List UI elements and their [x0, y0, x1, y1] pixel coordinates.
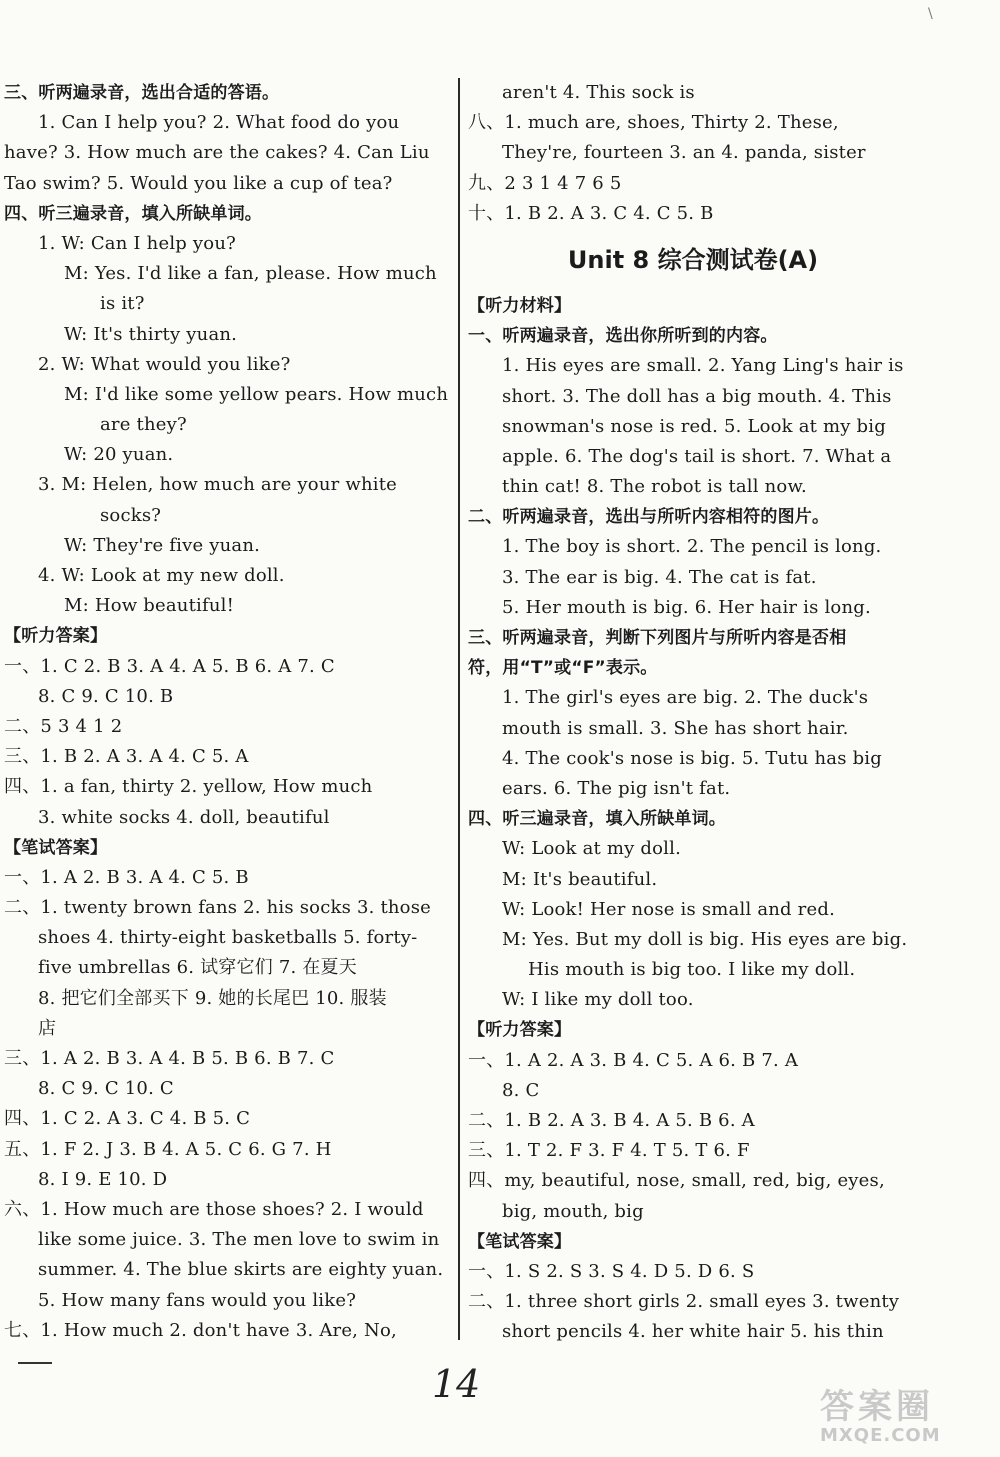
text-line: 1. The boy is short. 2. The pencil is long. [502, 536, 882, 558]
text-line: His mouth is big too. I like my doll. [528, 959, 856, 981]
text-line: thin cat! 8. The robot is tall now. [502, 476, 807, 498]
text-line: snowman's nose is red. 5. Look at my big [502, 415, 886, 437]
section-heading: 【笔试答案】 [4, 837, 108, 858]
text-line: ears. 6. The pig isn't fat. [502, 777, 731, 799]
column-divider [458, 78, 460, 1340]
text-line: 四、my, beautiful, nose, small, red, big, eyes, [468, 1170, 885, 1192]
text-line: big, mouth, big [502, 1200, 644, 1222]
text-line: W: I like my doll too. [502, 989, 694, 1011]
text-line: W: It's thirty yuan. [64, 323, 238, 345]
text-line: aren't 4. This sock is [502, 82, 695, 103]
text-line: short pencils 4. her white hair 5. his thin [502, 1321, 884, 1343]
text-line: Tao swim? 5. Would you like a cup of tea? [4, 172, 393, 194]
text-line: 8. C 9. C 10. B [38, 685, 174, 707]
text-line: shoes 4. thirty-eight basketballs 5. forty- [38, 927, 418, 949]
text-line: 店 [38, 1017, 57, 1039]
text-line: M: I'd like some yellow pears. How much [64, 383, 449, 405]
text-line: 一、1. S 2. S 3. S 4. D 5. D 6. S [468, 1260, 755, 1282]
text-line: 2. W: What would you like? [38, 353, 291, 375]
text-line: 三、1. B 2. A 3. A 4. C 5. A [4, 746, 249, 768]
text-line: 8. I 9. E 10. D [38, 1168, 168, 1190]
text-line: 1. His eyes are small. 2. Yang Ling's hair is [502, 355, 904, 377]
text-line: 1. W: Can I help you? [38, 232, 236, 254]
text-line: 一、1. C 2. B 3. A 4. A 5. B 6. A 7. C [4, 655, 335, 677]
text-line: are they? [100, 414, 187, 436]
text-line: summer. 4. The blue skirts are eighty yuan. [38, 1259, 444, 1281]
footer-dash [18, 1362, 52, 1364]
text-line: 8. C 9. C 10. C [38, 1078, 174, 1100]
text-line: They're, fourteen 3. an 4. panda, sister [502, 142, 866, 164]
text-line: M: It's beautiful. [502, 868, 658, 890]
section-heading: 【听力材料】 [468, 295, 572, 316]
text-line: 8. C [502, 1079, 540, 1101]
text-line: 3. The ear is big. 4. The cat is fat. [502, 566, 817, 588]
text-line: 三、1. A 2. B 3. A 4. B 5. B 6. B 7. C [4, 1048, 335, 1069]
section-heading: 三、听两遍录音，判断下列图片与所听内容是否相 [468, 628, 847, 648]
left-column [4, 78, 450, 1346]
text-line: 4. The cook's nose is big. 5. Tutu has big [502, 747, 882, 769]
text-line: 十、1. B 2. A 3. C 4. C 5. B [468, 202, 714, 224]
text-line: M: Yes. I'd like a fan, please. How much [64, 263, 437, 285]
right-column [468, 78, 918, 1348]
text-line: M: Yes. But my doll is big. His eyes are big. [502, 928, 908, 950]
section-heading: 三、听两遍录音，选出合适的答语。 [4, 83, 280, 103]
text-line: 5. How many fans would you like? [38, 1289, 357, 1311]
text-line: 三、1. T 2. F 3. F 4. T 5. T 6. F [468, 1140, 750, 1162]
text-line: is it? [100, 293, 145, 315]
page-number: 14 [432, 1362, 481, 1406]
text-line: have? 3. How much are the cakes? 4. Can Liu [4, 142, 430, 164]
text-line: 四、1. a fan, thirty 2. yellow, How much [4, 776, 373, 798]
text-line: 七、1. How much 2. don't have 3. Are, No, [4, 1319, 397, 1341]
text-line: 二、1. B 2. A 3. B 4. A 5. B 6. A [468, 1110, 755, 1131]
section-title: Unit 8 综合测试卷(A) [567, 245, 819, 274]
section-heading: 四、听三遍录音，填入所缺单词。 [4, 203, 262, 224]
text-line: 六、1. How much are those shoes? 2. I would [4, 1198, 424, 1220]
text-line: 8. 把它们全部买下 9. 她的长尾巴 10. 服装 [38, 987, 387, 1009]
text-line: 一、1. A 2. B 3. A 4. C 5. B [4, 866, 249, 888]
text-line: 1. Can I help you? 2. What food do you [38, 112, 400, 134]
text-line: 九、2 3 1 4 7 6 5 [468, 172, 622, 194]
text-line: 二、1. three short girls 2. small eyes 3. twenty [468, 1291, 900, 1313]
text-line: 1. The girl's eyes are big. 2. The duck's [502, 687, 869, 709]
text-line: 八、1. much are, shoes, Thirty 2. These, [468, 112, 839, 134]
text-line: W: Look at my doll. [502, 838, 682, 860]
text-line: 4. W: Look at my new doll. [38, 565, 285, 586]
right-column-continuation [468, 78, 918, 229]
text-line: apple. 6. The dog's tail is short. 7. What a [502, 445, 892, 467]
section-heading: 【笔试答案】 [468, 1231, 572, 1252]
text-line: five umbrellas 6. 试穿它们 7. 在夏天 [38, 957, 357, 979]
text-line: 二、5 3 4 1 2 [4, 715, 123, 737]
text-line: 四、1. C 2. A 3. C 4. B 5. C [4, 1108, 251, 1130]
text-line: mouth is small. 3. She has short hair. [502, 717, 849, 739]
watermark-chinese: 答案圈 [820, 1387, 934, 1427]
text-line: 一、1. A 2. A 3. B 4. C 5. A 6. B 7. A [468, 1049, 799, 1071]
text-line: 3. M: Helen, how much are your white [38, 474, 397, 496]
text-line: 二、1. twenty brown fans 2. his socks 3. those [4, 897, 432, 919]
right-column-answers [468, 291, 918, 1348]
section-heading: 符，用“T”或“F”表示。 [468, 658, 658, 679]
section-heading: 一、听两遍录音，选出你所听到的内容。 [468, 326, 778, 347]
section-heading: 四、听三遍录音，填入所缺单词。 [468, 809, 726, 830]
section-heading: 二、听两遍录音，选出与所听内容相符的图片。 [468, 507, 830, 528]
text-line: short. 3. The doll has a big mouth. 4. This [502, 385, 892, 407]
site-watermark-logo [820, 1388, 990, 1450]
text-line: socks? [100, 504, 162, 526]
text-line: like some juice. 3. The men love to swim in [38, 1229, 440, 1251]
section-heading: 【听力答案】 [468, 1020, 572, 1041]
text-line: 五、1. F 2. J 3. B 4. A 5. C 6. G 7. H [4, 1138, 332, 1160]
text-line: W: They're five yuan. [64, 534, 261, 556]
text-line: M: How beautiful! [64, 595, 235, 617]
section-heading: 【听力答案】 [4, 626, 108, 647]
corner-tick-mark: \ [928, 6, 933, 22]
text-line: 5. Her mouth is big. 6. Her hair is long. [502, 596, 871, 618]
watermark-url: MXQE.COM [820, 1425, 941, 1446]
text-line: W: Look! Her nose is small and red. [502, 898, 835, 920]
text-line: 3. white socks 4. doll, beautiful [38, 806, 330, 828]
text-line: W: 20 yuan. [64, 444, 174, 466]
